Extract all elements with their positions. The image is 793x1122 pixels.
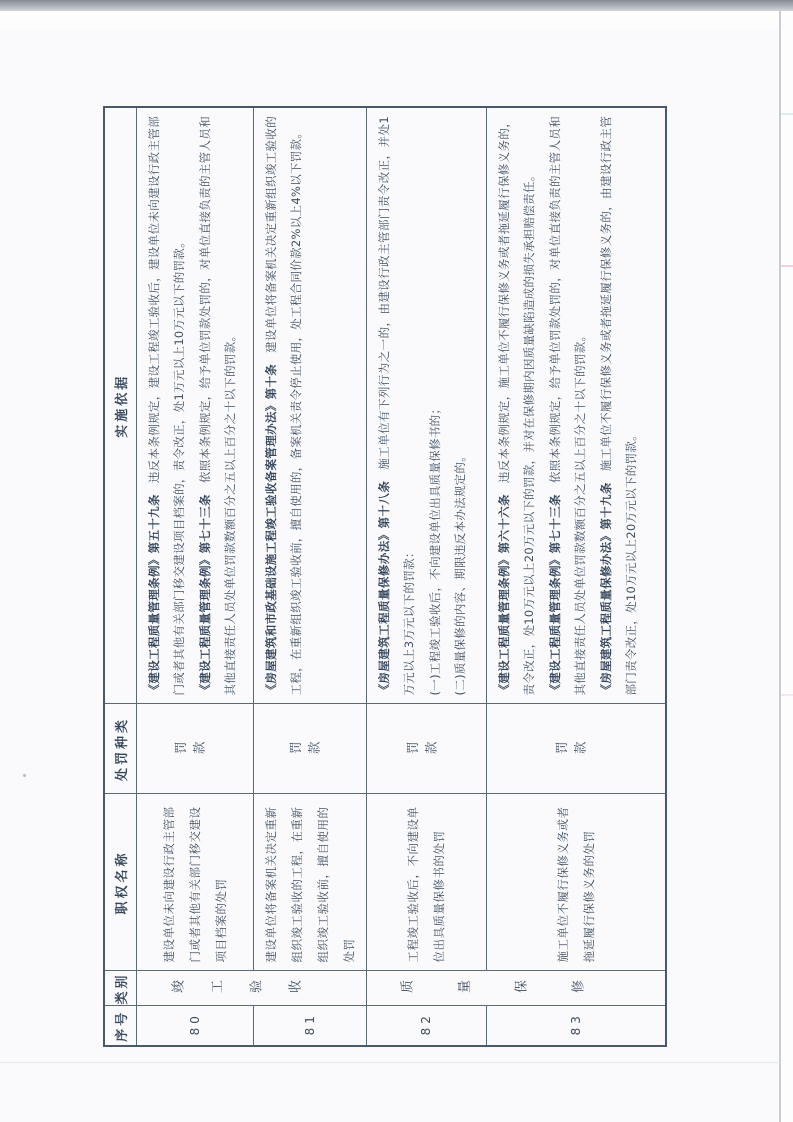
cell-basis-81 — [253, 107, 366, 704]
page-fold-line — [0, 1062, 780, 1063]
scan-speck — [23, 774, 26, 777]
page-right-edge — [779, 11, 781, 1122]
scan-streak-pink — [781, 265, 793, 267]
cell-basis-83 — [486, 107, 666, 704]
cell-index-82: 82 — [366, 1006, 486, 1046]
basis-list-item — [423, 116, 449, 696]
basis-paragraph — [142, 116, 193, 696]
scan-streak-pink-2 — [781, 694, 793, 696]
law-citation: 《房屋建筑工程质量保修办法》第十八条 — [376, 480, 391, 696]
law-citation: 《建设工程质量管理条例》第五十九条 — [146, 494, 161, 696]
cell-penalty-type-82 — [366, 704, 486, 794]
basis-paragraph — [492, 116, 543, 696]
basis-text: 违反本条例规定，建设工程竣工验收后，建设单位未向建设行政主管部门或者其他有关部门移交建设项目档案的，责令改正，处1万元以上10万元以下的罚款。 — [146, 116, 186, 696]
cell-authority-name-82: 工程竣工验收后，不向建设单位出具质量保修书的处罚 — [366, 794, 486, 971]
cell-penalty-type-83 — [486, 704, 666, 794]
basis-paragraph — [193, 116, 244, 696]
basis-text: (二)质量保修的内容、期限违反本办法规定的。 — [453, 449, 467, 696]
table-header-row — [104, 107, 136, 1046]
penalty-type-label: 罚款 — [555, 740, 593, 756]
basis-paragraph — [372, 116, 423, 696]
basis-text: 施工单位有下列行为之一的，由建设行政主管部门责令改正，并处1万元以上3万元以下的罚款： — [376, 116, 416, 696]
basis-text: 建设单位将备案机关决定重新组织竣工验收的工程，在重新组织竣工验收前，擅自使用的，备案机关责令停止使用，处工程合同价款2%以上4%以下罚款。 — [263, 115, 303, 696]
basis-text: 依照本条例规定，给予单位罚款处罚的，对单位直接负责的主管人员和其他直接责任人员处单位罚款数额百分之五以上百分之十以下的罚款。 — [197, 116, 237, 696]
column-header-category: 类别 — [104, 971, 136, 1006]
law-citation: 《建设工程质量管理条例》第六十六条 — [496, 494, 511, 696]
basis-paragraph — [594, 116, 645, 696]
table-row-82 — [366, 107, 486, 1046]
law-citation: 《房屋建筑和市政基础设施工程竣工验收备案管理办法》第十条 — [263, 363, 278, 696]
penalty-type-label: 罚款 — [405, 740, 443, 756]
cell-penalty-type-80 — [136, 704, 253, 794]
cell-basis-80 — [136, 107, 253, 704]
rotated-table-wrapper — [103, 108, 665, 1047]
cell-category-completion-acceptance — [136, 971, 366, 1006]
category-label: 质量保修 — [399, 981, 628, 996]
basis-text: 依照本条例规定，给予单位罚款处罚的，对单位直接负责的主管人员和其他直接责任人员处单位罚款数额百分之五以上百分之十以下的罚款。 — [547, 116, 587, 696]
law-citation: 《建设工程质量管理条例》第七十三条 — [547, 494, 562, 696]
law-citation: 《建设工程质量管理条例》第七十三条 — [197, 494, 212, 696]
column-header-penalty-type: 处罚种类 — [104, 704, 136, 794]
cell-basis-82 — [366, 107, 486, 704]
basis-text: (一)工程竣工验收后，不向建设单位出具质量保修书的； — [427, 402, 442, 696]
table-row-80 — [136, 107, 253, 1046]
cell-authority-name-80: 建设单位未向建设行政主管部门或者其他有关部门移交建设项目档案的处罚 — [136, 794, 253, 971]
cell-authority-name-81: 建设单位将备案机关决定重新组织竣工验收的工程，在重新组织竣工验收前，擅自使用的处罚 — [253, 794, 366, 971]
scan-streak-cyan — [781, 113, 793, 115]
cell-penalty-type-81 — [253, 704, 366, 794]
basis-list-item — [448, 116, 474, 696]
basis-text: 违反本条例规定，施工单位不履行保修义务或者拖延履行保修义务的，责令改正，处10万元以上20万元以下的罚款，并对在保修期内因质量缺陷造成的损失承担赔偿责任。 — [496, 116, 536, 696]
cell-category-quality-warranty — [366, 971, 666, 1006]
penalty-type-label: 罚款 — [289, 740, 326, 756]
basis-paragraph — [259, 116, 310, 696]
table-row-83 — [486, 107, 666, 1046]
table-row-81 — [253, 107, 366, 1046]
penalty-type-label: 罚款 — [174, 740, 211, 756]
cell-index-83: 83 — [486, 1006, 666, 1046]
cell-authority-name-83: 施工单位不履行保修义务或者拖延履行保修义务的处罚 — [486, 794, 666, 971]
cell-index-81: 81 — [253, 1006, 366, 1046]
cell-index-80: 80 — [136, 1006, 253, 1046]
law-citation: 《房屋建筑工程质量保修办法》第十九条 — [598, 482, 613, 696]
basis-paragraph — [543, 116, 594, 696]
penalty-authority-table — [103, 106, 667, 1047]
scanner-edge-shadow — [0, 0, 793, 11]
basis-text: 施工单位不履行保修义务或者拖延履行保修义务的，由建设行政主管部门责令改正，处10万元以上20万元以下的罚款。 — [598, 116, 638, 696]
column-header-authority-name: 职权名称 — [104, 794, 136, 971]
column-header-implementation-basis: 实施依据 — [104, 107, 136, 704]
category-label: 竣工验收 — [171, 981, 327, 996]
column-header-index: 序号 — [104, 1006, 136, 1046]
